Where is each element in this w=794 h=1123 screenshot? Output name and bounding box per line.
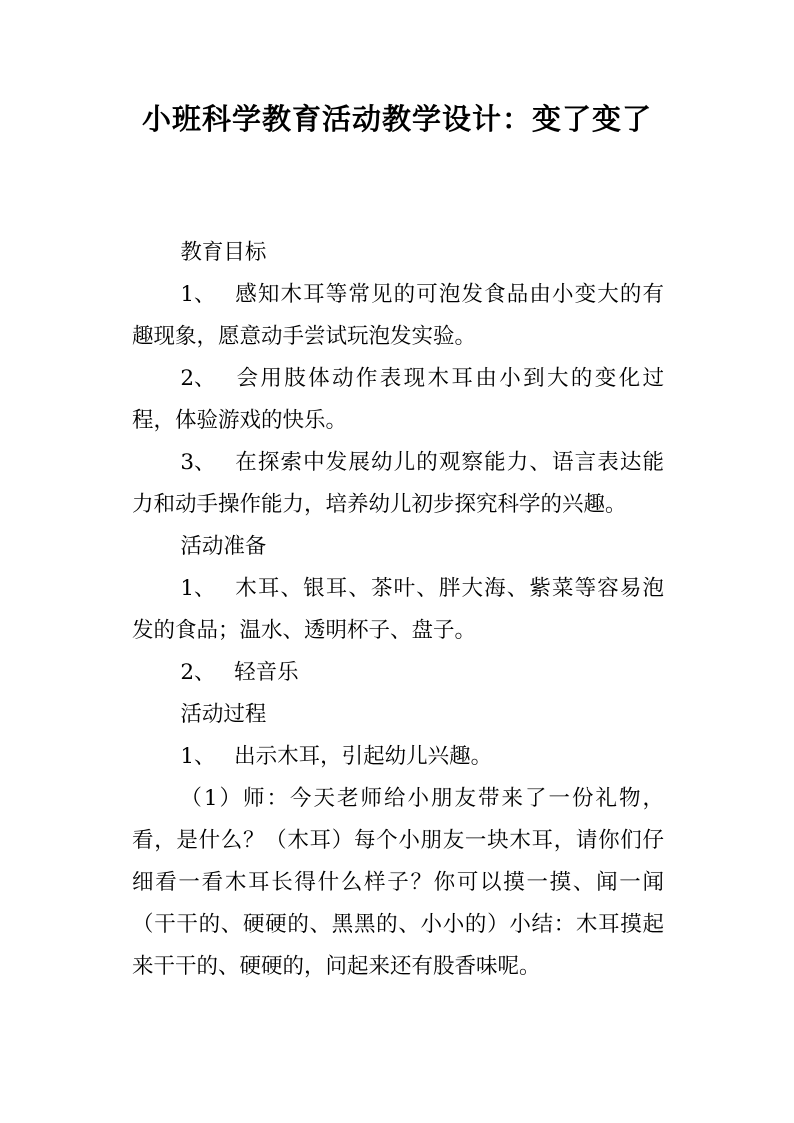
item-number: 1、 [180,576,216,601]
goal-item-2 [132,358,664,442]
item-number: 2、 [180,660,216,685]
process-paragraph: （1）师：今天老师给小朋友带来了一份礼物，看，是什么？（木耳）每个小朋友一块木耳，请你们仔细看一看木耳长得什么样子？你可以摸一摸、闻一闻（干干的、硬硬的、黑黑的、小小的）小结：木耳摸起来干干的、硬硬的，问起来还有股香味呢。 [132,786,664,979]
item-number: 1、 [180,282,216,307]
item-number: 2、 [180,366,216,391]
preparation-item-1 [132,568,664,652]
item-text: 出示木耳，引起幼儿兴趣。 [234,744,493,769]
item-number: 1、 [180,744,216,769]
item-text: 轻音乐 [234,660,299,685]
section-heading-goals: 教育目标 [180,240,267,265]
section-heading-preparation: 活动准备 [180,534,267,559]
process-item-1 [132,736,664,778]
item-text: 在探索中发展幼儿的观察能力、语言表达能力和动手操作能力，培养幼儿初步探究科学的兴趣。 [132,450,664,517]
section-heading-process: 活动过程 [180,702,267,727]
document-body [132,232,664,988]
item-text: 感知木耳等常见的可泡发食品由小变大的有趣现象，愿意动手尝试玩泡发实验。 [132,282,664,349]
item-number: 3、 [180,450,216,475]
goal-item-3 [132,442,664,526]
item-text: 木耳、银耳、茶叶、胖大海、紫菜等容易泡发的食品；温水、透明杯子、盘子。 [132,576,664,643]
page-title: 小班科学教育活动教学设计：变了变了 [141,102,652,136]
item-text: 会用肢体动作表现木耳由小到大的变化过程，体验游戏的快乐。 [132,366,664,433]
preparation-item-2 [132,652,664,694]
goal-item-1 [132,274,664,358]
